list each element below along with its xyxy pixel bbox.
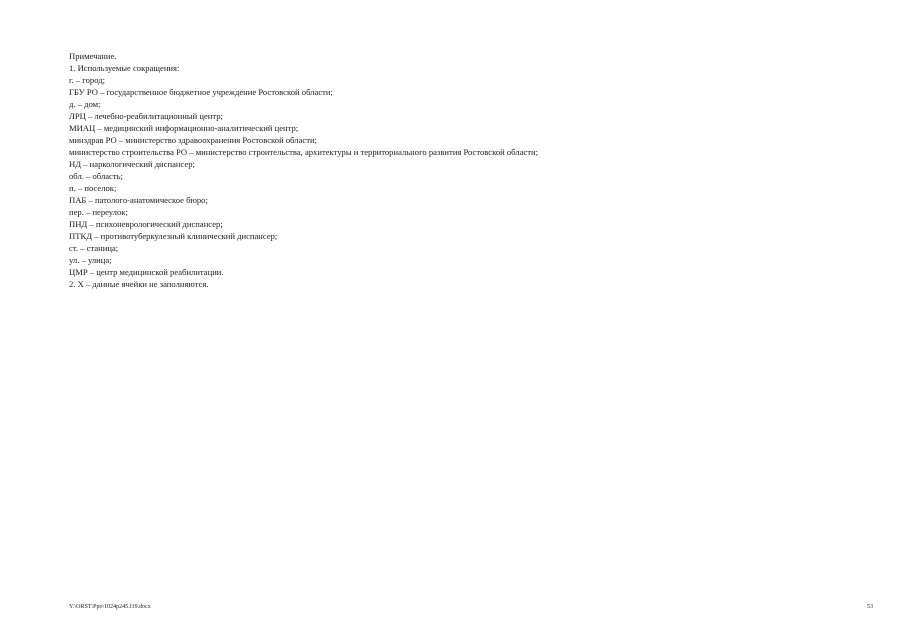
note-title: Примечание. xyxy=(69,51,117,61)
note-line: ЦМР – центр медицинской реабилитации. xyxy=(69,267,224,277)
note-line: ПНД – психоневрологический диспансер; xyxy=(69,219,223,229)
note-line: ПТКД – противотуберкулезный клинический диспансер; xyxy=(69,231,278,241)
note-line: г. – город; xyxy=(69,75,106,85)
note-line: ГБУ РО – государственное бюджетное учреждение Ростовской области; xyxy=(69,87,333,97)
note-line: 2. Х – данные ячейки не заполняются. xyxy=(69,279,209,289)
note-line: д. – дом; xyxy=(69,99,101,109)
note-line: ул. – улица; xyxy=(69,255,112,265)
note-line: министерство строительства РО – министерство строительства, архитектуры и территориального развития Ростовской области; xyxy=(69,147,538,157)
note-line: обл. – область; xyxy=(69,171,123,181)
page-number: 53 xyxy=(867,604,873,610)
note-line: п. – поселок; xyxy=(69,183,117,193)
note-line: минздрав РО – министерство здравоохранения Ростовской области; xyxy=(69,135,317,145)
note-line: 1. Используемые сокращения: xyxy=(69,63,180,73)
note-line: ст. – станица; xyxy=(69,243,119,253)
note-line: ЛРЦ – лечебно-реабилитационный центр; xyxy=(69,111,223,121)
footer-file-path: Y:\ORST\Ppo\1024p245.f19.docx xyxy=(69,604,151,610)
note-line: МИАЦ – медицинский информационно-аналитический центр; xyxy=(69,123,299,133)
note-line: пер. – переулок; xyxy=(69,207,128,217)
note-line: ПАБ – патолого-анатомическое бюро; xyxy=(69,195,208,205)
note-block xyxy=(69,50,869,290)
note-line: НД – наркологический диспансер; xyxy=(69,159,195,169)
